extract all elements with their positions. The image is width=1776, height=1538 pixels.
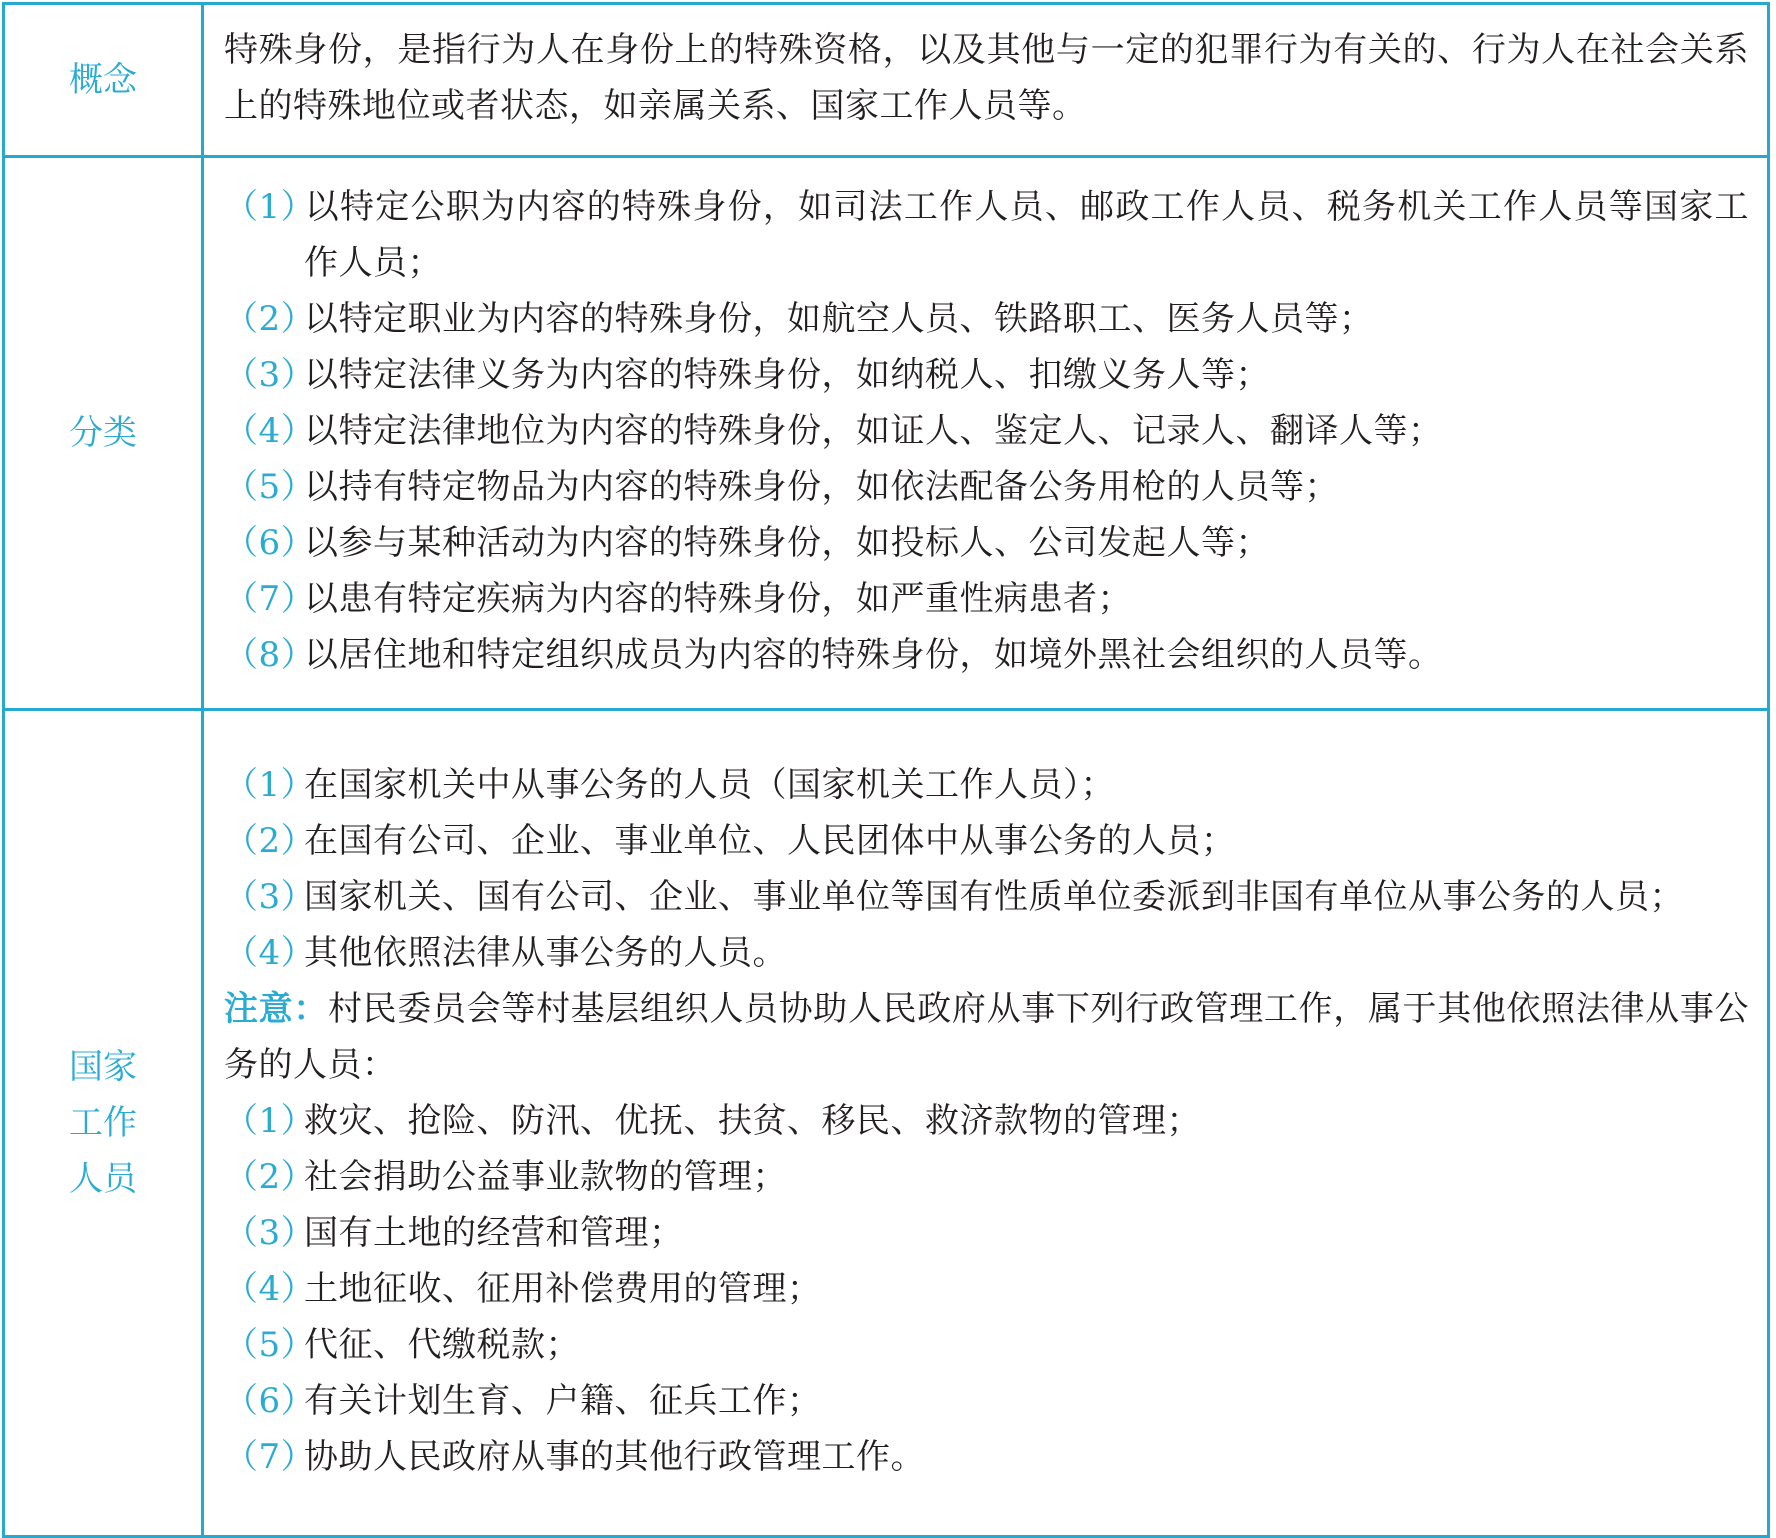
- row-label-cell: [4, 4, 203, 157]
- row-label: 国家工作人员: [69, 1047, 137, 1199]
- list-item: [224, 291, 1749, 347]
- row-content-cell: [203, 710, 1769, 1537]
- list-item-text: 代征、代缴税款；: [304, 1325, 580, 1365]
- list-item-text: 以参与某种活动为内容的特殊身份，如投标人、公司发起人等；: [304, 523, 1270, 563]
- list-item: [224, 1261, 1749, 1317]
- state-staff-list: [224, 757, 1749, 981]
- row-content-cell: [203, 157, 1769, 710]
- list-item-text: 以居住地和特定组织成员为内容的特殊身份，如境外黑社会组织的人员等。: [304, 635, 1443, 675]
- list-item-number: （1）: [224, 765, 316, 805]
- list-item-number: （3）: [224, 877, 316, 917]
- note-paragraph: [224, 981, 1749, 1093]
- list-item: [224, 347, 1749, 403]
- list-item-number: （4）: [224, 933, 316, 973]
- list-item-number: （3）: [224, 1213, 316, 1253]
- row-label-cell: [4, 157, 203, 710]
- list-item: [224, 1093, 1749, 1149]
- list-item-number: （4）: [224, 1269, 316, 1309]
- list-item-text: 国家机关、国有公司、企业、事业单位等国有性质单位委派到非国有单位从事公务的人员；: [304, 877, 1684, 917]
- special-identity-table: [2, 2, 1770, 1538]
- list-item: [224, 515, 1749, 571]
- list-item-number: （2）: [224, 1157, 316, 1197]
- list-item: [224, 627, 1749, 683]
- list-item-text: 在国有公司、企业、事业单位、人民团体中从事公务的人员；: [304, 821, 1236, 861]
- list-item-text: 有关计划生育、户籍、征兵工作；: [304, 1381, 822, 1421]
- list-item: [224, 1317, 1749, 1373]
- list-item-number: （6）: [224, 523, 316, 563]
- list-item-text: 社会捐助公益事业款物的管理；: [304, 1157, 787, 1197]
- note-text: 村民委员会等村基层组织人员协助人民政府从事下列行政管理工作，属于其他依照法律从事公务的人员：: [224, 989, 1750, 1085]
- note-list: [224, 1093, 1749, 1485]
- list-item-text: 土地征收、征用补偿费用的管理；: [304, 1269, 822, 1309]
- list-item: [224, 869, 1749, 925]
- list-item: [224, 813, 1749, 869]
- list-item-number: （1）: [224, 1101, 316, 1141]
- category-list: [224, 179, 1749, 683]
- list-item-number: （5）: [224, 1325, 316, 1365]
- list-item: [224, 757, 1749, 813]
- list-item-number: （7）: [224, 579, 316, 619]
- list-item-text: 协助人民政府从事的其他行政管理工作。: [304, 1437, 925, 1477]
- list-item: [224, 925, 1749, 981]
- list-item-number: （4）: [224, 411, 316, 451]
- row-label-cell: [4, 710, 203, 1537]
- list-item-text: 救灾、抢险、防汛、优抚、扶贫、移民、救济款物的管理；: [304, 1101, 1201, 1141]
- list-item-number: （2）: [224, 299, 316, 339]
- list-item: [224, 403, 1749, 459]
- list-item-number: （8）: [224, 635, 316, 675]
- table-row-state-staff: [4, 710, 1769, 1537]
- list-item-text: 以患有特定疾病为内容的特殊身份，如严重性病患者；: [304, 579, 1132, 619]
- list-item-number: （5）: [224, 467, 316, 507]
- row-label: 分类: [69, 413, 137, 453]
- row-content-cell: [203, 4, 1769, 157]
- list-item: [224, 459, 1749, 515]
- row-label: 概念: [69, 60, 137, 100]
- table-row-category: [4, 157, 1769, 710]
- list-item: [224, 571, 1749, 627]
- list-item: [224, 1205, 1749, 1261]
- list-item-text: 以特定公职为内容的特殊身份，如司法工作人员、邮政工作人员、税务机关工作人员等国家工作人员；: [304, 187, 1749, 283]
- list-item-text: 国有土地的经营和管理；: [304, 1213, 684, 1253]
- list-item-number: （3）: [224, 355, 316, 395]
- list-item-number: （2）: [224, 821, 316, 861]
- table-row-concept: [4, 4, 1769, 157]
- list-item-number: （1）: [224, 187, 316, 227]
- list-item-number: （6）: [224, 1381, 316, 1421]
- list-item-text: 以特定法律义务为内容的特殊身份，如纳税人、扣缴义务人等；: [304, 355, 1270, 395]
- list-item-text: 其他依照法律从事公务的人员。: [304, 933, 787, 973]
- list-item-text: 在国家机关中从事公务的人员（国家机关工作人员）；: [304, 765, 1115, 805]
- list-item-text: 以特定法律地位为内容的特殊身份，如证人、鉴定人、记录人、翻译人等；: [304, 411, 1443, 451]
- list-item: [224, 179, 1749, 291]
- list-item: [224, 1373, 1749, 1429]
- note-label: 注意：: [224, 989, 328, 1029]
- list-item: [224, 1149, 1749, 1205]
- list-item-text: 以持有特定物品为内容的特殊身份，如依法配备公务用枪的人员等；: [304, 467, 1339, 507]
- list-item-text: 以特定职业为内容的特殊身份，如航空人员、铁路职工、医务人员等；: [304, 299, 1374, 339]
- concept-paragraph: 特殊身份，是指行为人在身份上的特殊资格，以及其他与一定的犯罪行为有关的、行为人在社会关系上的特殊地位或者状态，如亲属关系、国家工作人员等。: [224, 30, 1749, 126]
- list-item-number: （7）: [224, 1437, 316, 1477]
